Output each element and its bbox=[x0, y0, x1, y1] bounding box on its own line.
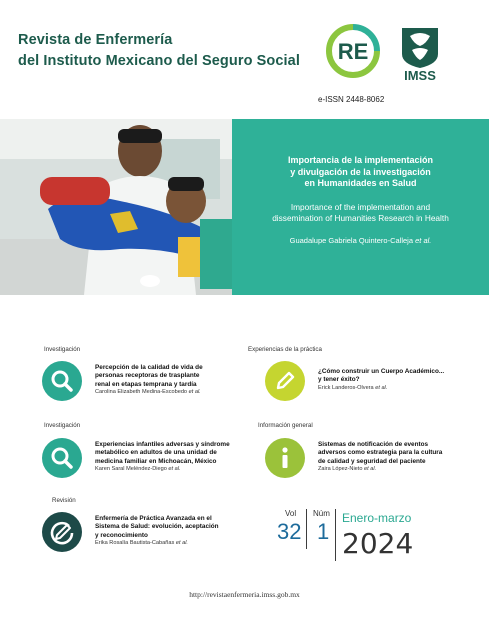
re-logo bbox=[326, 24, 380, 78]
article-entry[interactable] bbox=[95, 364, 245, 397]
article-author: Karen Saral Meléndez-Diego et al. bbox=[95, 466, 181, 473]
divider bbox=[335, 509, 336, 561]
feature-title-en: Importance of the implementation and dissemination of Humanities Research in Health bbox=[272, 201, 449, 223]
feature-title-es: Importancia de la implementación y divulgación de la investigación en Humanidades en Salud bbox=[287, 155, 434, 188]
imss-logo-text: IMSS bbox=[404, 68, 436, 82]
feature-author: Guadalupe Gabriela Quintero-Calleja et al. bbox=[289, 235, 432, 245]
search-icon bbox=[42, 361, 82, 401]
article-author: Zaira López-Nieto et al. bbox=[318, 466, 377, 473]
issue-period: Enero-marzo bbox=[342, 511, 412, 525]
section-label: Investigación bbox=[44, 346, 81, 353]
section-label: Experiencias de la práctica bbox=[248, 346, 322, 353]
issue-number-label: Núm bbox=[313, 509, 330, 518]
feature-banner bbox=[0, 119, 489, 295]
feature-article[interactable] bbox=[232, 119, 489, 295]
volume-number: 32 bbox=[277, 519, 302, 544]
review-icon bbox=[42, 512, 82, 552]
article-author: Erika Rosalía Bautista-Cabañas et al. bbox=[95, 540, 188, 547]
imss-logo bbox=[396, 24, 444, 82]
eissn: e-ISSN 2448-8062 bbox=[318, 95, 385, 104]
pencil-icon bbox=[265, 361, 305, 401]
article-title: Percepción de la calidad de vida de personas receptoras de trasplante renal en etapas temprana y tardía bbox=[95, 364, 203, 388]
article-title: Experiencias infantiles adversas y síndrome metabólico en adultos de una unidad de medicina familiar en Michoacán, México bbox=[95, 441, 230, 465]
article-title: Enfermería de Práctica Avanzada en el Sistema de Salud: evolución, aceptación y reconocimiento bbox=[95, 515, 219, 539]
article-title: ¿Cómo construir un Cuerpo Académico... y tener éxito? bbox=[318, 368, 445, 384]
divider bbox=[306, 509, 307, 549]
section-label: Revisión bbox=[52, 497, 76, 504]
volume-label: Vol bbox=[285, 509, 297, 518]
journal-url-link[interactable]: http://revistaenfermeria.imss.gob.mx bbox=[189, 590, 300, 599]
issue-year: 2024 bbox=[342, 527, 414, 560]
article-entry[interactable] bbox=[318, 441, 468, 474]
info-icon bbox=[265, 438, 305, 478]
article-author: Carolina Elizabeth Medina-Escobedo et al. bbox=[95, 389, 201, 396]
article-entry[interactable] bbox=[95, 515, 245, 548]
cover-photo bbox=[0, 119, 232, 295]
re-logo-text: RE bbox=[337, 39, 369, 64]
article-entry[interactable] bbox=[318, 368, 468, 392]
article-author: Erick Landeros-Olvera et al. bbox=[318, 384, 388, 391]
section-label: Investigación bbox=[44, 422, 81, 429]
journal-title-line-1: Revista de Enfermería bbox=[18, 32, 173, 48]
journal-title bbox=[18, 30, 300, 72]
journal-title-line-2: del Instituto Mexicano del Seguro Social bbox=[18, 53, 300, 69]
article-entry[interactable] bbox=[95, 441, 245, 474]
section-label: Información general bbox=[258, 422, 313, 429]
article-title: Sistemas de notificación de eventos adversos como estrategia para la cultura de calidad y seguridad del paciente bbox=[318, 441, 443, 465]
issue-number: 1 bbox=[317, 519, 330, 544]
search-icon bbox=[42, 438, 82, 478]
issue-info bbox=[275, 505, 435, 563]
